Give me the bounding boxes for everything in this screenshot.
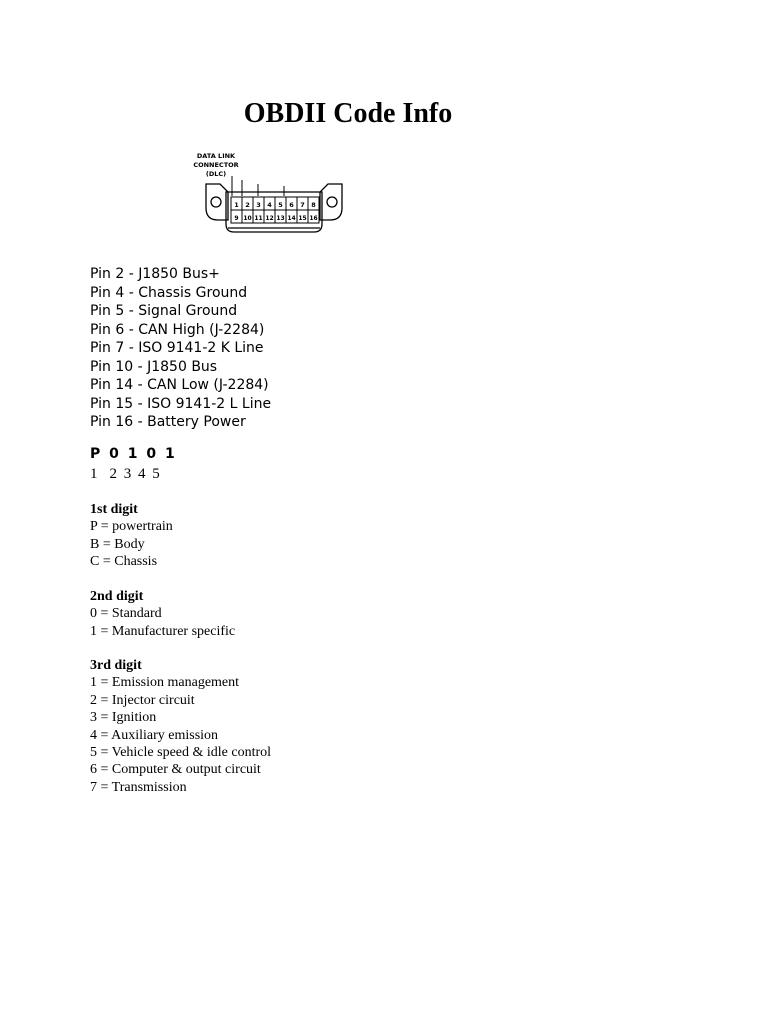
pin-number: 14 (287, 215, 296, 222)
pin-number: 5 (278, 201, 283, 209)
section-entry: 0 = Standard (90, 606, 162, 622)
pin-entry: Pin 16 - Battery Power (90, 414, 246, 430)
section-entry: B = Body (90, 536, 145, 552)
pin-entry: Pin 2 - J1850 Bus+ (90, 266, 220, 282)
section-entry: 7 = Transmission (90, 779, 187, 795)
section-entry: 5 = Vehicle speed & idle control (90, 744, 272, 760)
section-entry: 1 = Emission management (90, 675, 240, 691)
pin-number: 2 (245, 201, 250, 209)
section-heading: 2nd digit (90, 589, 144, 604)
pin-entry: Pin 4 - Chassis Ground (90, 284, 248, 301)
dlc-caption-line-1: DATA LINK (196, 152, 236, 160)
pin-number: 6 (289, 201, 294, 209)
pin-number: 15 (298, 215, 307, 222)
pin-entry: Pin 5 - Signal Ground (90, 303, 238, 319)
code-example: P 0 1 0 1 (90, 446, 177, 462)
pin-number: 4 (267, 201, 272, 209)
dlc-right-ear (320, 184, 342, 220)
section-entry: 4 = Auxiliary emission (90, 727, 219, 743)
pin-entry: Pin 6 - CAN High (J-2284) (90, 321, 265, 338)
dlc-left-ear (206, 184, 228, 220)
section-heading: 3rd digit (90, 658, 142, 673)
section-entry: 2 = Injector circuit (90, 692, 195, 708)
dlc-leader-lines (232, 176, 284, 196)
third-digit-section (90, 657, 271, 796)
pin-entry: Pin 10 - J1850 Bus (90, 358, 218, 375)
pin-number: 10 (243, 215, 252, 222)
second-digit-section (90, 588, 235, 640)
section-entry: 6 = Computer & output circuit (90, 762, 261, 778)
pin-entry: Pin 7 - ISO 9141-2 K Line (90, 340, 264, 356)
pin-number: 12 (265, 215, 274, 222)
pin-number: 9 (234, 215, 239, 222)
pin-number: 8 (311, 201, 316, 209)
first-digit-section (90, 501, 173, 571)
dlc-caption-line-2: CONNECTOR (193, 161, 239, 169)
pin-entry: Pin 15 - ISO 9141-2 L Line (90, 395, 272, 412)
connector-diagram (188, 150, 348, 238)
pin-list (90, 265, 271, 432)
dlc-connector-image (188, 150, 348, 238)
pin-number: 3 (256, 201, 261, 209)
page-title: OBDII Code Info (243, 98, 453, 129)
code-digit-positions: 1 2 3 4 5 (90, 466, 162, 482)
section-entry: P = powertrain (90, 519, 173, 535)
pin-entry: Pin 14 - CAN Low (J-2284) (90, 377, 269, 393)
pin-number: 13 (276, 215, 285, 222)
section-entry: 1 = Manufacturer specific (90, 623, 236, 639)
section-heading: 1st digit (90, 502, 138, 517)
pin-number: 7 (300, 201, 305, 209)
dlc-pin-numbers (234, 201, 317, 222)
section-entry: C = Chassis (90, 554, 158, 570)
pin-number: 11 (254, 215, 263, 222)
pin-number: 16 (309, 215, 318, 222)
dlc-caption-line-3: (DLC) (205, 170, 227, 178)
section-entry: 3 = Ignition (90, 710, 157, 726)
pin-number: 1 (234, 201, 239, 209)
